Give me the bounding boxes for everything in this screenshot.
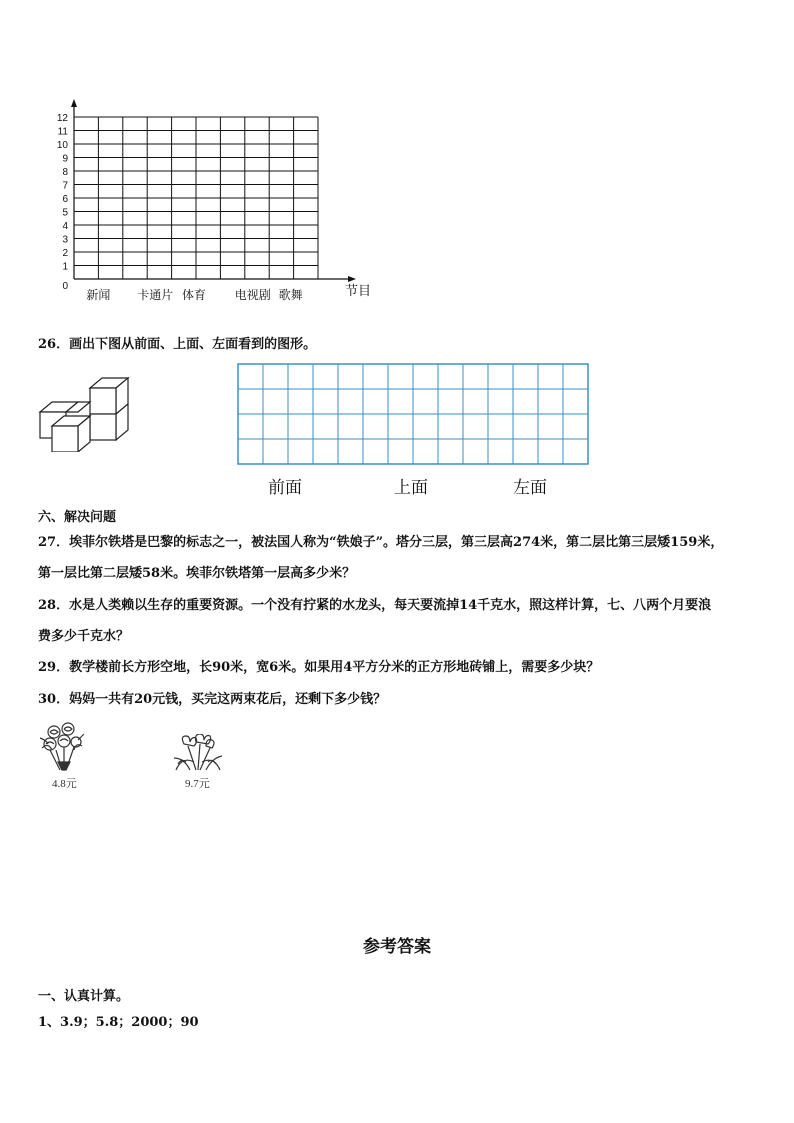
y-tick-label: 11	[57, 126, 68, 138]
rose-bouquet-icon	[36, 720, 92, 772]
x-category-label: 新闻	[86, 288, 111, 302]
x-category-label: 电视剧	[234, 288, 271, 302]
x-axis-arrow	[348, 276, 356, 282]
y-tick-label: 8	[62, 167, 68, 178]
question-26: 26．画出下图从前面、上面、左面看到的图形。	[38, 337, 317, 352]
answers-title: 参考答案	[363, 937, 431, 957]
tulip-bouquet-icon	[172, 734, 224, 772]
question-27-line2: 第一层比第二层矮58米。埃菲尔铁塔第一层高多少米？	[38, 566, 356, 581]
y-axis-arrow	[71, 99, 77, 107]
question-29: 29．教学楼前长方形空地，长90米，宽6米。如果用4平方分米的正方形地砖铺上，需要多少块？	[38, 660, 600, 675]
x-category-label: 卡通片	[137, 288, 174, 302]
view-label-front: 前面	[268, 478, 302, 498]
question-28-line1: 28．水是人类赖以生存的重要资源。一个没有拧紧的水龙头，每天要流掉14千克水，照这样计算，七、八两个月要浪	[38, 598, 712, 613]
rose-price: 4.8元	[52, 778, 77, 790]
x-category-label: 歌舞	[278, 288, 303, 302]
y-tick-label: 7	[62, 180, 68, 192]
tulip-price: 9.7元	[185, 778, 210, 790]
y-tick-label: 1	[62, 261, 68, 273]
y-tick-label: 2	[62, 248, 68, 259]
y-tick-label: 10	[56, 140, 68, 151]
x-category-label: 体育	[181, 288, 207, 302]
y-tick-label: 4	[62, 221, 68, 232]
question-30: 30．妈妈一共有20元钱，买完这两束花后，还剩下多少钱？	[38, 692, 387, 707]
answers-section-1: 一、认真计算。	[38, 989, 130, 1004]
question-28-line2: 费多少千克水？	[38, 629, 130, 644]
y-tick-label: 3	[62, 234, 68, 246]
bar-chart-svg	[40, 75, 380, 315]
y-tick-label: 12	[56, 113, 68, 124]
view-label-top: 上面	[394, 478, 428, 498]
y-tick-label: 6	[62, 194, 68, 205]
y-tick-label: 9	[62, 153, 68, 165]
x-axis-label: 节目	[344, 283, 372, 298]
section-6-heading: 六、解决问题	[38, 510, 117, 525]
answer-1: 1、3.9；5.8；2000；90	[38, 1015, 199, 1030]
view-label-left: 左面	[513, 478, 547, 498]
y-tick-label: 5	[62, 207, 68, 219]
drawing-grid	[237, 363, 589, 465]
cube-stack-figure	[36, 376, 132, 452]
question-27-line1: 27．埃菲尔铁塔是巴黎的标志之一，被法国人称为“铁娘子”。塔分三层，第三层高274米，第二层比第三层矮159米，	[38, 535, 724, 550]
y-tick-label: 0	[62, 281, 68, 292]
bar-chart	[40, 75, 380, 315]
